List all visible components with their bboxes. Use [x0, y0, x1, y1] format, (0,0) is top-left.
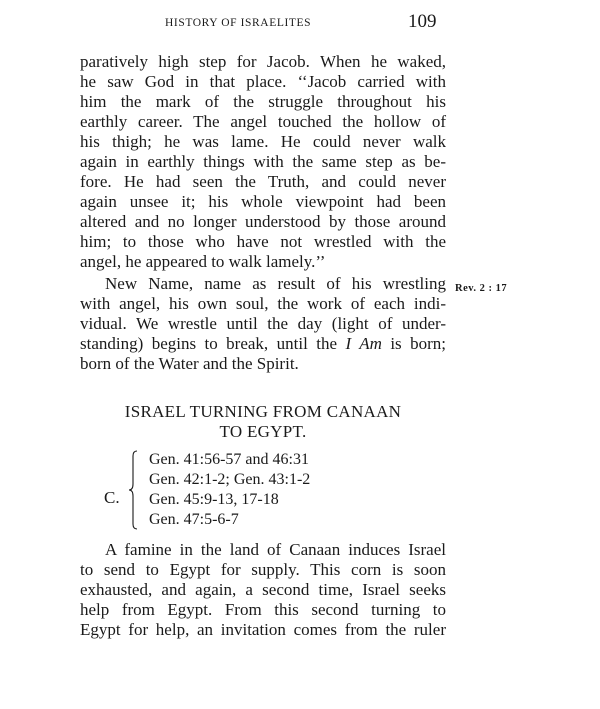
reference-label: C. — [104, 488, 120, 507]
text-line: earthly career. The angel touched the hollow of — [80, 112, 446, 131]
running-title: HISTORY OF ISRAELITES — [165, 17, 312, 29]
text-line — [80, 334, 446, 354]
reference-item: Gen. 47:5-6-7 — [149, 511, 239, 528]
reference-item: Gen. 42:1-2; Gen. 43:1-2 — [149, 471, 311, 488]
text-line: he saw God in that place. ‘‘Jacob carried with — [80, 72, 446, 91]
text-line: Egypt for help, an invitation comes from the ruler — [80, 620, 446, 639]
text-line: A famine in the land of Canaan induces Israel — [105, 540, 446, 559]
text-line: with angel, his own soul, the work of each indi- — [80, 294, 446, 313]
paragraph-2 — [80, 274, 446, 374]
margin-note: Rev. 2 : 17 — [455, 283, 508, 294]
curly-brace-icon — [128, 450, 138, 530]
text-line: his thigh; he was lame. He could never walk — [80, 132, 446, 151]
text-line: him; to those who have not wrestled with the — [80, 232, 446, 251]
text-span: is born; — [381, 334, 446, 353]
text-line: New Name, name as result of his wrestling — [105, 274, 446, 293]
text-line: fore. He had seen the Truth, and could never — [80, 172, 446, 191]
text-line: altered and no longer understood by those around — [80, 212, 446, 231]
text-line: vidual. We wrestle until the day (light of under- — [80, 314, 446, 333]
reference-list — [149, 450, 310, 530]
text-line: again unsee it; his whole viewpoint had been — [80, 192, 446, 211]
reference-item: Gen. 45:9-13, 17-18 — [149, 491, 279, 508]
italic-text: I Am — [345, 334, 382, 353]
text-line: to send to Egypt for supply. This corn is soon — [80, 560, 446, 579]
text-line: help from Egypt. From this second turning to — [80, 600, 446, 619]
text-line: again in earthly things with the same step as be- — [80, 152, 446, 171]
text-span: standing) begins to break, until the — [80, 334, 346, 353]
paragraph-3 — [80, 540, 446, 640]
paragraph-1 — [80, 52, 446, 272]
text-line: him the mark of the struggle throughout his — [80, 92, 446, 111]
text-line: born of the Water and the Spirit. — [80, 354, 299, 373]
text-line: angel, he appeared to walk lamely.’’ — [80, 252, 326, 271]
text-line: paratively high step for Jacob. When he waked, — [80, 52, 446, 71]
heading-line-1: ISRAEL TURNING FROM CANAAN — [124, 402, 402, 421]
reference-item: Gen. 41:56-57 and 46:31 — [149, 451, 309, 468]
heading-line-2: TO EGYPT. — [219, 422, 307, 441]
section-heading — [80, 402, 446, 442]
text-line: exhausted, and again, a second time, Israel seeks — [80, 580, 446, 599]
page-number: 109 — [408, 11, 437, 32]
